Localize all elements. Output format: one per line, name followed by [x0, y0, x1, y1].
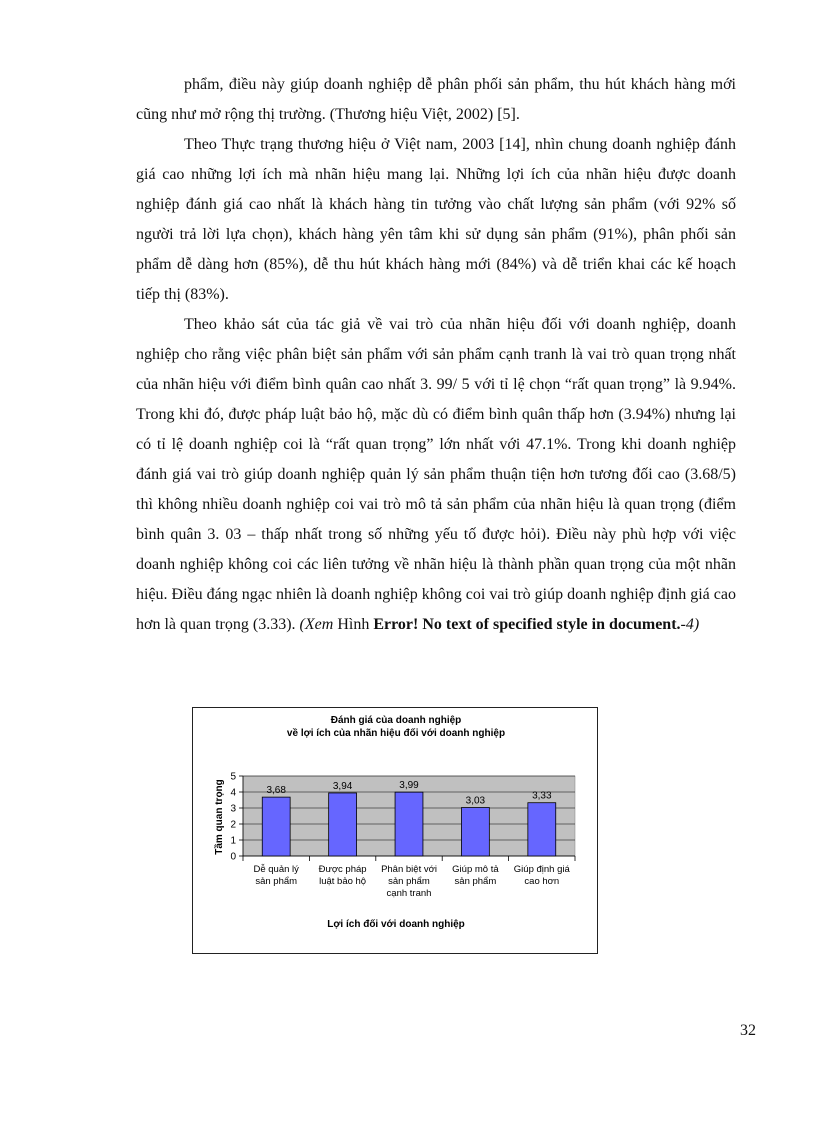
data-label: 3,33 — [532, 790, 552, 802]
paragraph-2: Theo Thực trạng thương hiệu ở Việt nam, 2003 [14], nhìn chung doanh nghiệp đánh giá cao những lợi ích mà nhãn hiệu mang lại. Những lợi ích của nhãn hiệu được doanh nghiệp đánh giá cao nhất là khách hàng tin tưởng vào chất lượng sản phẩm (với 92% số người trả lời lựa chọn), khách hàng yên tâm khi sử dụng sản phẩm (91%), phân phối sản phẩm dễ dàng hơn (85%), dễ thu hút khách hàng mới (84%) và dễ triển khai các kế hoạch tiếp thị (83%). — [136, 136, 736, 303]
chart-title: Đánh giá của doanh nghiệp — [330, 715, 462, 726]
x-axis-title: Lợi ích đối với doanh nghiệp — [327, 919, 465, 930]
body-text — [136, 70, 736, 640]
x-tick-label: sản phẩm — [255, 876, 298, 887]
x-tick-label: sản phẩm — [454, 876, 497, 887]
x-tick-label: Dễ quản lý — [253, 864, 299, 875]
y-tick-label: 4 — [230, 787, 236, 799]
y-axis-title: Tầm quan trọng — [214, 779, 225, 855]
bar-chart — [192, 707, 598, 954]
figure-ref-suffix: -4) — [680, 616, 700, 633]
bar — [395, 792, 423, 856]
x-tick-label: Giúp mô tả — [452, 864, 499, 875]
bar — [528, 803, 556, 856]
chart-subtitle: về lợi ích của nhãn hiệu đối với doanh nghiệp — [286, 728, 506, 739]
x-tick-label: Được pháp — [318, 864, 367, 875]
chart-svg — [193, 708, 597, 953]
figure-ref-hinh: Hình — [333, 616, 374, 633]
x-tick-label: Phân biệt với — [381, 864, 437, 875]
y-tick-label: 1 — [230, 835, 236, 847]
figure-ref-open: (Xem — [299, 616, 334, 633]
x-tick-label: Giúp định giá — [513, 864, 570, 875]
paragraph-3-text: Theo khảo sát của tác giả về vai trò của nhãn hiệu đối với doanh nghiệp, doanh nghiệp cho rằng việc phân biệt sản phẩm với sản phẩm cạnh tranh là vai trò quan trọng nhất của nhãn hiệu với điểm bình quân cao nhất 3. 99/ 5 với tỉ lệ chọn “rất quan trọng” là 9.94%. Trong khi đó, được pháp luật bảo hộ, mặc dù có điểm bình quân thấp hơn (3.94%) nhưng lại có tỉ lệ doanh nghiệp coi là “rất quan trọng” lớn nhất với 47.1%. Trong khi doanh nghiệp đánh giá vai trò giúp doanh nghiệp quản lý sản phẩm thuận tiện hơn tương đối cao (3.68/5) thì không nhiều doanh nghiệp coi vai trò mô tả sản phẩm của nhãn hiệu là quan trọng (điểm bình quân 3. 03 – thấp nhất trong số những yếu tố được hỏi). Điều này phù hợp với việc doanh nghiệp không coi các liên tưởng về nhãn hiệu là thành phần quan trọng của một nhãn hiệu. Điều đáng ngạc nhiên là doanh nghiệp không coi vai trò giúp doanh nghiệp định giá cao hơn là quan trọng (3.33). — [136, 316, 736, 633]
y-tick-label: 2 — [230, 819, 236, 831]
x-tick-label: sản phẩm — [388, 876, 430, 887]
page-number: 32 — [740, 1022, 756, 1039]
y-tick-label: 5 — [230, 771, 236, 783]
bar — [262, 797, 290, 856]
y-tick-label: 3 — [230, 803, 236, 815]
data-label: 3,99 — [399, 780, 419, 792]
x-tick-label: cạnh tranh — [386, 888, 432, 899]
data-label: 3,03 — [465, 795, 486, 807]
paragraph-3 — [136, 310, 736, 640]
paragraph-1: phẩm, điều này giúp doanh nghiệp dễ phân phối sản phẩm, thu hút khách hàng mới cũng như mở rộng thị trường. (Thương hiệu Việt, 2002) [5]. — [136, 76, 736, 123]
figure-ref-error: Error! No text of specified style in document. — [373, 616, 681, 633]
data-label: 3,94 — [332, 780, 353, 792]
data-label: 3,68 — [266, 785, 286, 797]
bar — [461, 808, 489, 856]
y-tick-label: 0 — [230, 851, 236, 863]
bar — [329, 793, 357, 856]
x-tick-label: luật bảo hộ — [319, 876, 367, 887]
x-tick-label: cao hơn — [524, 876, 560, 887]
